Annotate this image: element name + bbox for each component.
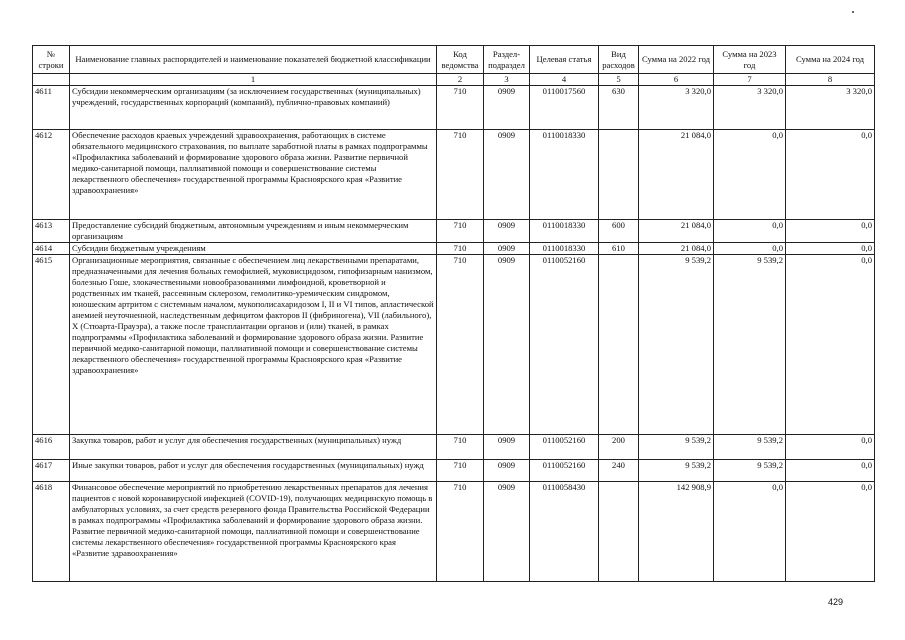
department-code: 710 [437, 460, 484, 482]
expense-type: 240 [599, 460, 639, 482]
expense-type: 630 [599, 86, 639, 130]
section-code: 0909 [484, 86, 530, 130]
column-number-row [33, 74, 875, 86]
row-number: 4613 [33, 220, 70, 243]
sum-2023: 9 539,2 [714, 435, 786, 460]
table-row [33, 86, 875, 130]
target-article: 0110052160 [530, 255, 599, 435]
row-name: Обеспечение расходов краевых учреждений здравоохранения, работающих в системе обязательного медицинского страхования, по выплате заработной платы в рамках подпрограммы «Профилактика заболеваний и формирование здорового образа жизни. Развитие первичной медико-санитарной помощи, паллиативной помощи и совершенствование системы лекарственного обеспечения» государственной программы Красноярского края «Развитие здравоохранения» [70, 130, 437, 220]
section-code: 0909 [484, 243, 530, 255]
column-number: 2 [437, 74, 484, 86]
row-name: Иные закупки товаров, работ и услуг для обеспечения государственных (муниципальных) нужд [70, 460, 437, 482]
sum-2023: 0,0 [714, 220, 786, 243]
row-number: 4612 [33, 130, 70, 220]
header-sum-2022: Сумма на 2022 год [639, 46, 714, 74]
table-row [33, 243, 875, 255]
header-name: Наименование главных распорядителей и наименование показателей бюджетной классификации [70, 46, 437, 74]
section-code: 0909 [484, 482, 530, 582]
target-article: 0110052160 [530, 435, 599, 460]
column-number: 5 [599, 74, 639, 86]
row-name: Закупка товаров, работ и услуг для обеспечения государственных (муниципальных) нужд [70, 435, 437, 460]
column-number [33, 74, 70, 86]
header-row [33, 46, 875, 74]
target-article: 0110018330 [530, 243, 599, 255]
expense-type: 610 [599, 243, 639, 255]
column-number: 3 [484, 74, 530, 86]
sum-2022: 21 084,0 [639, 243, 714, 255]
department-code: 710 [437, 243, 484, 255]
sum-2022: 21 084,0 [639, 130, 714, 220]
sum-2022: 142 908,9 [639, 482, 714, 582]
column-number: 8 [786, 74, 875, 86]
department-code: 710 [437, 435, 484, 460]
header-target-article: Целевая статья [530, 46, 599, 74]
department-code: 710 [437, 220, 484, 243]
column-number: 1 [70, 74, 437, 86]
sum-2023: 9 539,2 [714, 255, 786, 435]
budget-table [32, 45, 875, 582]
sum-2022: 9 539,2 [639, 435, 714, 460]
header-section: Раздел-подраздел [484, 46, 530, 74]
section-code: 0909 [484, 220, 530, 243]
sum-2024: 0,0 [786, 435, 875, 460]
header-expense-type: Вид расходов [599, 46, 639, 74]
header-sum-2024: Сумма на 2024 год [786, 46, 875, 74]
sum-2024: 0,0 [786, 130, 875, 220]
row-number: 4618 [33, 482, 70, 582]
expense-type: 600 [599, 220, 639, 243]
department-code: 710 [437, 255, 484, 435]
header-sum-2023: Сумма на 2023 год [714, 46, 786, 74]
row-number: 4617 [33, 460, 70, 482]
row-name: Предоставление субсидий бюджетным, автономным учреждениям и иным некоммерческим организациям [70, 220, 437, 243]
sum-2024: 0,0 [786, 482, 875, 582]
row-name: Финансовое обеспечение мероприятий по приобретению лекарственных препаратов для лечения пациентов с новой коронавирусной инфекцией (COVID-19), получающих медицинскую помощь в амбулаторных условиях, за счет средств резервного фонда Правительства Российской Федерации в рамках подпрограммы «Профилактика заболеваний и формирование здорового образа жизни. Развитие первичной медико-санитарной помощи, паллиативной помощи и совершенствование системы лекарственного обеспечения» государственной программы Красноярского края «Развитие здравоохранения» [70, 482, 437, 582]
column-number: 7 [714, 74, 786, 86]
expense-type [599, 482, 639, 582]
sum-2024: 0,0 [786, 243, 875, 255]
expense-type [599, 130, 639, 220]
row-number: 4616 [33, 435, 70, 460]
target-article: 0110058430 [530, 482, 599, 582]
department-code: 710 [437, 86, 484, 130]
sum-2022: 9 539,2 [639, 460, 714, 482]
sum-2024: 0,0 [786, 255, 875, 435]
sum-2023: 0,0 [714, 130, 786, 220]
page-number: 429 [828, 597, 844, 607]
sum-2023: 3 320,0 [714, 86, 786, 130]
target-article: 0110052160 [530, 460, 599, 482]
table-row [33, 220, 875, 243]
expense-type: 200 [599, 435, 639, 460]
table-row [33, 460, 875, 482]
row-number: 4611 [33, 86, 70, 130]
table-row [33, 130, 875, 220]
sum-2023: 0,0 [714, 243, 786, 255]
sum-2024: 0,0 [786, 220, 875, 243]
sum-2022: 3 320,0 [639, 86, 714, 130]
target-article: 0110018330 [530, 130, 599, 220]
sum-2023: 0,0 [714, 482, 786, 582]
sum-2024: 0,0 [786, 460, 875, 482]
scan-speck [852, 11, 854, 13]
expense-type [599, 255, 639, 435]
sum-2022: 9 539,2 [639, 255, 714, 435]
sum-2024: 3 320,0 [786, 86, 875, 130]
table-row [33, 482, 875, 582]
row-name: Субсидии некоммерческим организациям (за исключением государственных (муниципальных) учреждений, государственных корпораций (компаний), публично-правовых компаний) [70, 86, 437, 130]
target-article: 0110018330 [530, 220, 599, 243]
column-number: 4 [530, 74, 599, 86]
column-number: 6 [639, 74, 714, 86]
target-article: 0110017560 [530, 86, 599, 130]
row-number: 4615 [33, 255, 70, 435]
sum-2023: 9 539,2 [714, 460, 786, 482]
row-name: Организационные мероприятия, связанные с обеспечением лиц лекарственными препаратами, предназначенными для лечения больных гемофилией, муковисцидозом, гипофизарным нанизмом, болезнью Гоше, злокачественными новообразованиями лимфоидной, кроветворной и родственных им тканей, рассеянным склерозом, гемолитико-уремическим синдромом, юношеским артритом с системным началом, мукополисахаридозом I, II и VI типов, апластической анемией неуточненной, наследственным дефицитом факторов II (фибриногена), VII (лабильного), X (Стюарта-Прауэра), а также после трансплантации органов и (или) тканей, в рамках подпрограммы «Профилактика заболеваний и формирование здорового образа жизни. Развитие первичной медико-санитарной помощи, паллиативной помощи и совершенствование системы лекарственного обеспечения» государственной программы Красноярского края «Развитие здравоохранения» [70, 255, 437, 435]
section-code: 0909 [484, 435, 530, 460]
header-department-code: Код ведомства [437, 46, 484, 74]
table-row [33, 255, 875, 435]
department-code: 710 [437, 130, 484, 220]
table-row [33, 435, 875, 460]
header-row-number: № строки [33, 46, 70, 74]
sum-2022: 21 084,0 [639, 220, 714, 243]
department-code: 710 [437, 482, 484, 582]
section-code: 0909 [484, 255, 530, 435]
section-code: 0909 [484, 130, 530, 220]
row-name: Субсидии бюджетным учреждениям [70, 243, 437, 255]
section-code: 0909 [484, 460, 530, 482]
row-number: 4614 [33, 243, 70, 255]
